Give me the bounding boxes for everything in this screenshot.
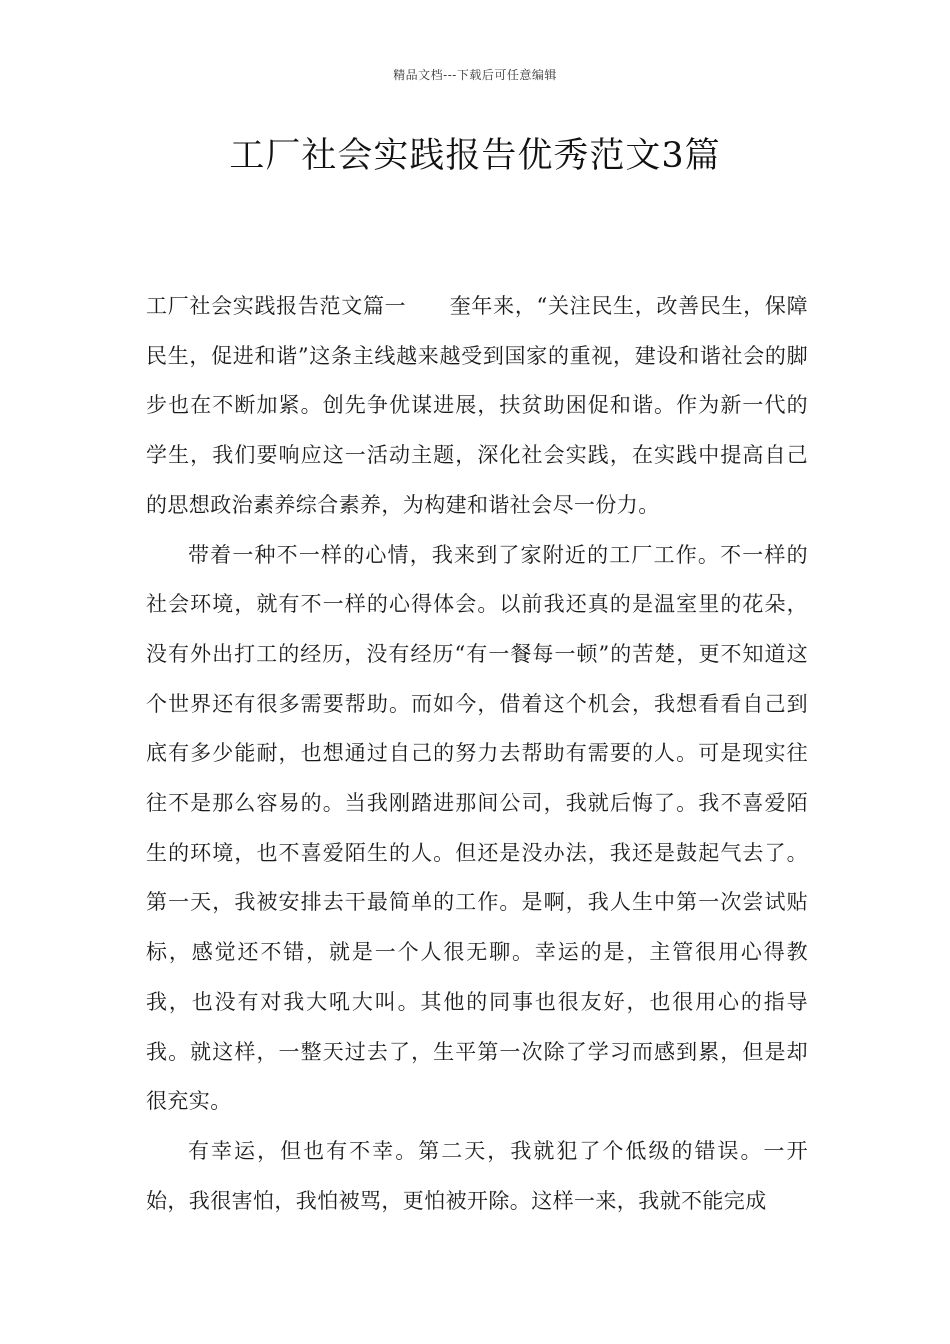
page-header-note: 精品文档---下载后可任意编辑 [393, 68, 557, 82]
paragraph-2: 带着一种不一样的心情，我来到了家附近的工厂工作。不一样的社会环境，就有不一样的心得体会。以前我还真的是温室里的花朵，没有外出打工的经历，没有经历“有一餐每一顿”的苦楚，更不知道这个世界还有很多需要帮助。而如今，借着这个机会，我想看看自己到底有多少能耐，也想通过自己的努力去帮助有需要的人。可是现实往往不是那么容易的。当我刚踏进那间公司，我就后悔了。我不喜爱陌生的环境，也不喜爱陌生的人。但还是没办法，我还是鼓起气去了。第一天，我被安排去干最简单的工作。是啊，我人生中第一次尝试贴标，感觉还不错，就是一个人很无聊。幸运的是，主管很用心得教我，也没有对我大吼大叫。其他的同事也很友好，也很用心的指导我。就这样，一整天过去了，生平第一次除了学习而感到累，但是却很充实。 [146, 542, 808, 1114]
document-body [146, 282, 808, 1226]
paragraph-1: 工厂社会实践报告范文篇一 奎年来，“关注民生，改善民生，保障民生，促进和谐”这条主线越来越受到国家的重视，建设和谐社会的脚步也在不断加紧。创先争优谋进展，扶贫助困促和谐。作为新一代的学生，我们要响应这一活动主题，深化社会实践，在实践中提高自己的思想政治素养综合素养，为构建和谐社会尽一份力。 [146, 294, 808, 517]
document-title: 工厂社会实践报告优秀范文3篇 [229, 136, 721, 176]
paragraph-3: 有幸运，但也有不幸。第二天，我就犯了个低级的错误。一开始，我很害怕，我怕被骂，更怕被开除。这样一来，我就不能完成 [146, 1138, 808, 1213]
